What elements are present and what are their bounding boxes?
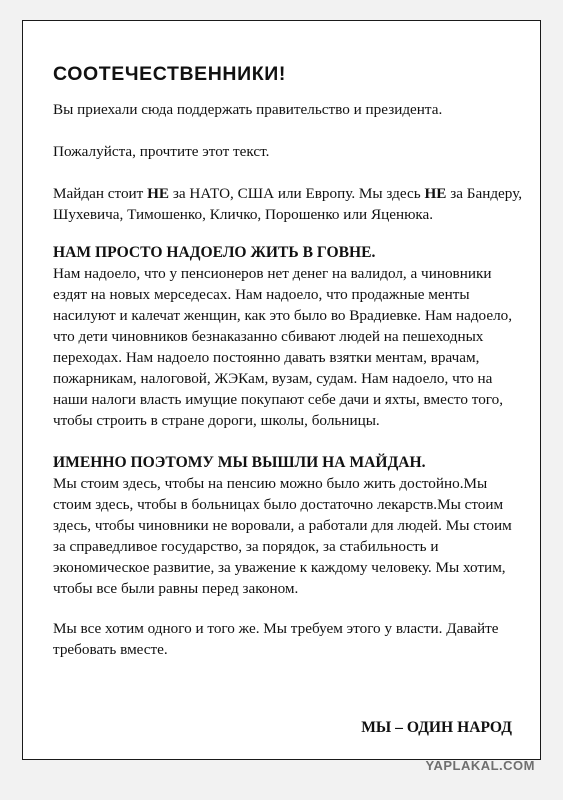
emphasis-ne-2: НЕ <box>424 185 447 202</box>
leaflet-content <box>53 61 523 660</box>
why-maidan-paragraph: Мы стоим здесь, чтобы на пенсию можно было жить достойно.Мы стоим здесь, чтобы в больницах было достаточно лекарств.Мы стоим здесь, чтобы чиновники не воровали, а работали для людей. Мы стоим за справедливое государство, за порядок, за стабильность и экономическое развитие, за уважение к каждому человеку. Мы хотим, чтобы все были равны перед законом. <box>53 475 512 597</box>
signature: МЫ – ОДИН НАРОД <box>361 719 512 736</box>
leaflet-sheet <box>22 20 541 760</box>
emphasis-ne-1: НЕ <box>147 185 170 202</box>
section-heading-maidan: ИМЕННО ПОЭТОМУ МЫ ВЫШЛИ НА МАЙДАН. <box>53 454 426 471</box>
intro-text: Вы приехали сюда поддержать правительство и президента. <box>53 101 443 118</box>
section-heading-fed-up: НАМ ПРОСТО НАДОЕЛО ЖИТЬ В ГОВНЕ. <box>53 244 376 261</box>
maidan-stand-part2: за НАТО, США или Европу. Мы здесь <box>169 185 425 202</box>
maidan-stand-part1: Майдан стоит <box>53 185 148 202</box>
maidan-stand-text <box>53 183 523 225</box>
closing-paragraph: Мы все хотим одного и того же. Мы требуем этого у власти. Давайте требовать вместе. <box>53 620 499 658</box>
maidan-stand-part3: за Бандеру, Шухевича, Тимошенко, Кличко, Порошенко или Яценюка. <box>53 185 523 223</box>
site-watermark: YAPLAKAL.COM <box>425 758 535 773</box>
fed-up-paragraph: Нам надоело, что у пенсионеров нет денег на валидол, а чиновники ездят на новых мерседесах. Нам надоело, что продажные менты насилуют и калечат женщин, как это было во Врадиевке. Нам надоело, что дети чиновников безнаказанно сбивают людей на пешеходных переходах. Нам надоело постоянно давать взятки ментам, врачам, пожарникам, налоговой, ЖЭКам, вузам, судам. Нам надоело, что на наши налоги власть имущие покупают себе дачи и яхты, вместо того, чтобы строить в стране дороги, школы, больницы. <box>53 265 513 429</box>
page-title: СООТЕЧЕСТВЕННИКИ! <box>53 63 286 85</box>
please-read-text: Пожалуйста, прочтите этот текст. <box>53 143 270 160</box>
